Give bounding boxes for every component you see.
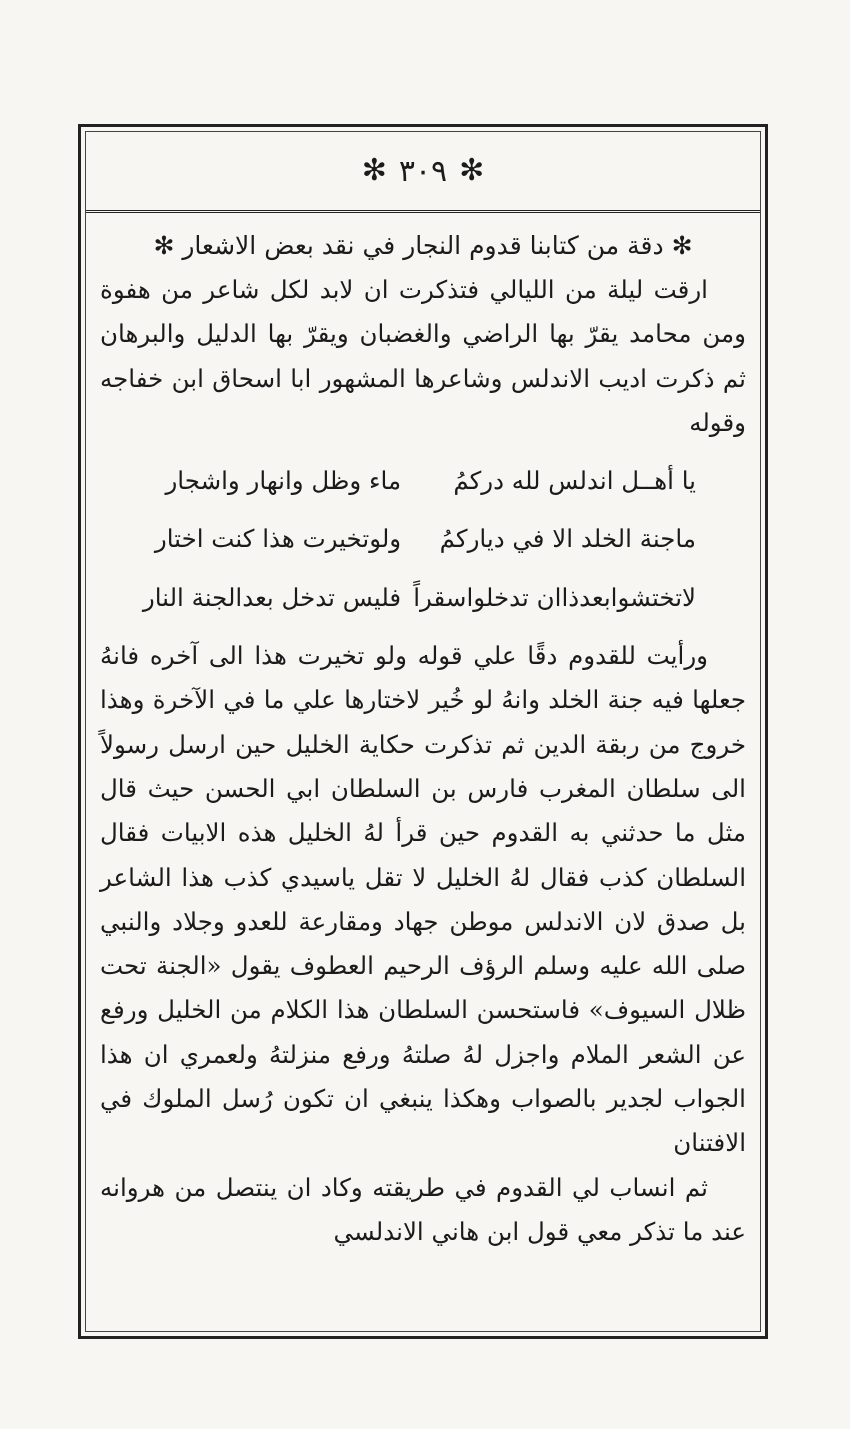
verse-first-hemistich: يا أهــل اندلس لله دركمُ [453,466,696,496]
verse-line [100,459,746,503]
page-frame [78,124,768,1339]
page-body [100,224,746,1254]
section-title [100,224,746,268]
title-ornament-icon: ✻ [153,231,175,260]
page-number: ٣٠٩ [398,153,448,189]
verse-first-hemistich: ماجنة الخلد الا في دياركمُ [439,524,696,554]
ornament-star-icon: ✻ [361,153,387,188]
verse-second-hemistich: ماء وظل وانهار واشجار [165,466,402,496]
verse-second-hemistich: ولوتخيرت هذا كنت اختار [154,524,402,554]
page-frame-inner [85,131,761,1332]
verse-first-hemistich: لاتختشوابعدذاان تدخلواسقراً [413,582,696,612]
title-ornament-icon: ✻ [671,231,693,260]
intro-paragraph: ارقت ليلة من الليالي فتذكرت ان لابد لكل شاعر من هفوة ومن محامد يقرّ بها الراضي والغضبان ويقرّ بها الدليل والبرهان ثم ذكرت اديب الاندلس وشاعرها المشهور ابا اسحاق ابن خفاجه وقوله [100,275,746,437]
poem-verses [100,459,746,620]
verse-line [100,576,746,620]
ornament-star-icon: ✻ [459,153,485,188]
page-header [86,132,760,213]
verse-line [100,517,746,561]
section-title-text: دقة من كتابنا قدوم النجار في نقد بعض الاشعار [182,231,664,260]
closing-paragraph: ثم انساب لي القدوم في طريقته وكاد ان ينتصل من هروانه عند ما تذكر معي قول ابن هاني الاندلسي [100,1172,746,1246]
verse-second-hemistich: فليس تدخل بعدالجنة النار [142,582,402,612]
body-paragraph: ورأيت للقدوم دقًا علي قوله ولو تخيرت هذا الى آخره فانهُ جعلها فيه جنة الخلد وانهُ لو خُير لاختارها علي ما في الآخرة وهذا خروج من ربقة الدين ثم تذكرت حكاية الخليل حين ارسل رسولاً الى سلطان المغرب فارس بن السلطان ابي الحسن حيث قال مثل ما حدثني به القدوم حين قرأ لهُ الخليل هذه الابيات فقال السلطان كذب فقال لهُ الخليل لا تقل ياسيدي كذب هذا الشاعر بل صدق لان الاندلس موطن جهاد ومقارعة للعدو وجلاد والنبي صلى الله عليه وسلم الرؤف الرحيم العطوف يقول «الجنة تحت ظلال السيوف» فاستحسن السلطان هذا الكلام من الخليل ورفع عن الشعر الملام واجزل لهُ صلتهُ ورفع منزلتهُ ولعمري ان هذا الجواب لجدير بالصواب وهكذا ينبغي ان تكون رُسل الملوك في الافتنان [100,641,746,1158]
